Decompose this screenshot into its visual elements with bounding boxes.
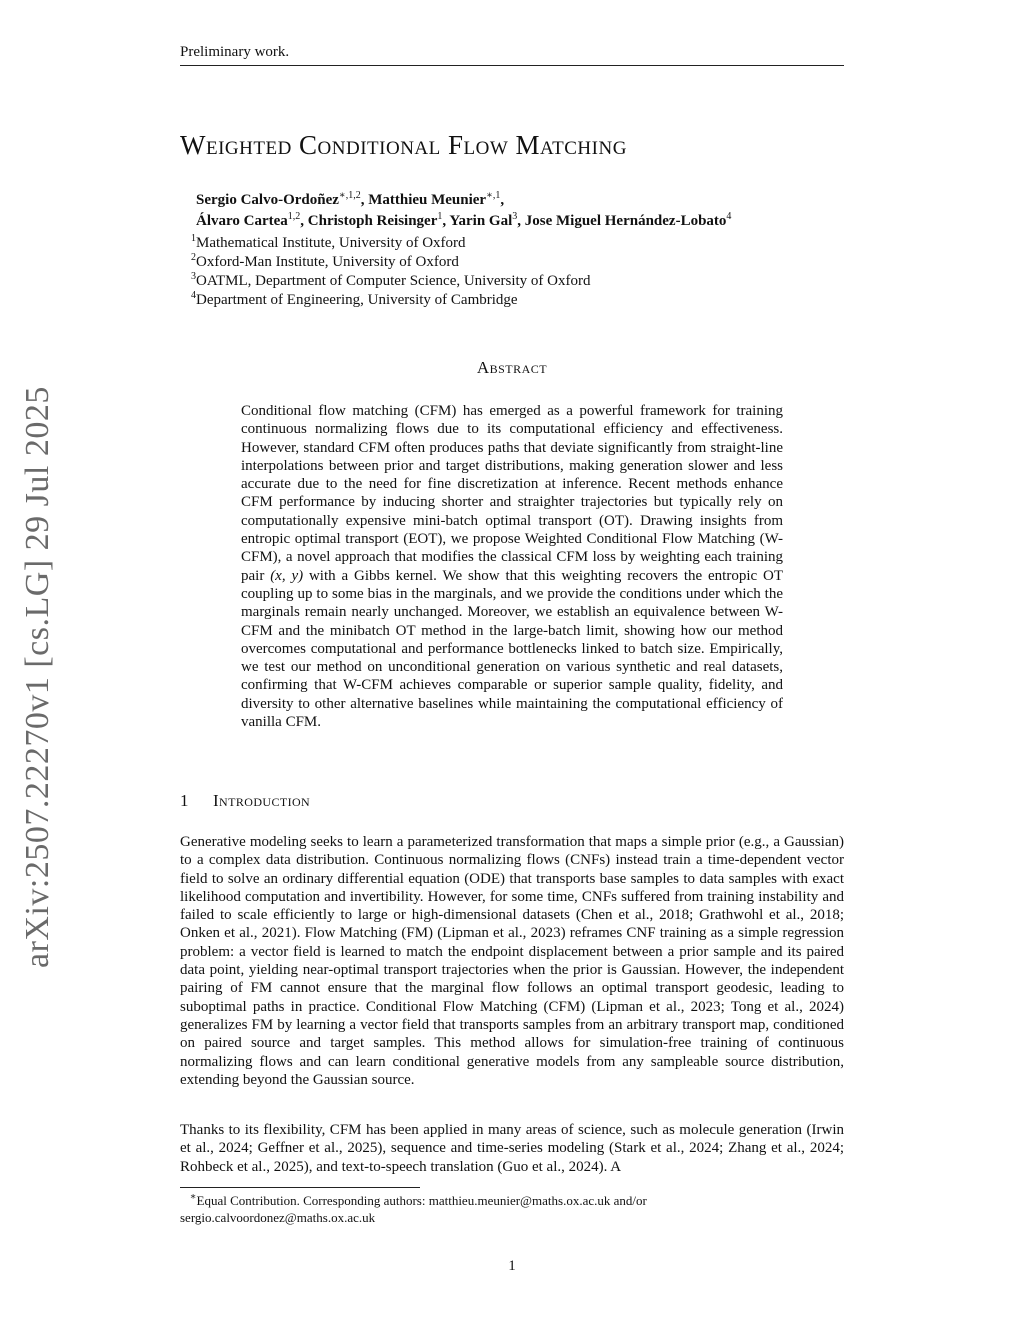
author-mark: 4	[726, 211, 732, 222]
header-note: Preliminary work.	[180, 44, 290, 60]
footnote-line-2: sergio.calvoordonez@maths.ox.ac.uk	[180, 1210, 376, 1225]
section-heading	[180, 791, 310, 811]
author-name: Yarin Gal	[449, 213, 513, 229]
author-mark: 1,2	[287, 211, 301, 222]
affiliation-number: 4	[191, 290, 196, 301]
header-rule	[180, 65, 844, 66]
author-name: Christoph Reisinger	[307, 213, 438, 229]
author-name: Jose Miguel Hernández-Lobato	[524, 213, 727, 229]
inline-math: (x, y)	[270, 567, 304, 584]
affiliation-text: Mathematical Institute, University of Oxford	[196, 235, 466, 251]
author-name: Sergio Calvo-Ordoñez	[196, 192, 339, 208]
abstract-text-part: with a Gibbs kernel. We show that this weighting recovers the entropic OT coupling up to some bias in the marginals, and we provide the conditions under which the marginals remain nearly unchanged. Moreover, we establish an equivalence between W-CFM and the minibatch OT method in the large-batch limit, showing how our method overcomes computational and performance bottlenecks linked to batch size. Empirically, we test our method on unconditional generation on various synthetic and real datasets, confirming that W-CFM achieves comparable or superior sample quality, fidelity, and diversity to other alternative baselines while maintaining the computational efficiency of vanilla CFM.	[241, 567, 784, 731]
author-line-2	[196, 211, 876, 232]
abstract-heading: Abstract	[476, 358, 548, 377]
affiliation	[191, 253, 871, 272]
arxiv-identifier: arXiv:2507.22270v1 [cs.LG] 29 Jul 2025	[19, 386, 56, 968]
affiliation	[191, 272, 871, 291]
author-name: Álvaro Cartea	[196, 213, 288, 229]
footnote-rule	[180, 1187, 420, 1188]
author-line-1	[196, 190, 876, 211]
author-name: Matthieu Meunier	[368, 192, 487, 208]
affiliation-text: Department of Engineering, University of Cambridge	[196, 292, 518, 308]
author-mark: 1	[437, 211, 443, 222]
affiliation	[191, 291, 871, 310]
affiliation-number: 3	[191, 271, 196, 282]
affiliation-number: 2	[191, 252, 196, 263]
affiliation-text: Oxford-Man Institute, University of Oxford	[196, 254, 459, 270]
abstract-text-part: Conditional flow matching (CFM) has emerged as a powerful framework for training continuous normalizing flows due to its computational efficiency and effectiveness. However, standard CFM often produces paths that deviate significantly from straight-line interpolations between prior and target distributions, making generation slower and less accurate due to the need for fine discretization at inference. Recent methods enhance CFM performance by inducing shorter and straighter trajectories but typically rely on computationally expensive mini-batch optimal transport (OT). Drawing insights from entropic optimal transport (EOT), we propose Weighted Conditional Flow Matching (W-CFM), a novel approach that modifies the classical CFM loss by weighting each training pair	[241, 403, 783, 584]
affiliation	[191, 234, 871, 253]
author-mark: 3	[512, 211, 518, 222]
author-separator: ,	[360, 192, 369, 208]
author-list	[196, 190, 876, 232]
author-mark: ∗,1	[486, 190, 501, 201]
affiliation-text: OATML, Department of Computer Science, University of Oxford	[196, 273, 591, 289]
intro-paragraph-2: Thanks to its flexibility, CFM has been applied in many areas of science, such as molecule generation (Irwin et al., 2024; Geffner et al., 2025), sequence and time-series modeling (Stark et al., 2024; Zhang et al., 2024; Rohbeck et al., 2025), and text-to-speech translation (Guo et al., 2024). A	[180, 1122, 844, 1175]
author-separator: ,	[442, 213, 450, 229]
section-title: Introduction	[213, 791, 311, 810]
affiliation-list	[191, 234, 871, 310]
author-mark: ∗,1,2	[338, 190, 361, 201]
intro-paragraph-1: Generative modeling seeks to learn a parameterized transformation that maps a simple prior (e.g., a Gaussian) to a complex data distribution. Continuous normalizing flows (CNFs) instead train a time-dependent vector field to solve an ordinary differential equation (ODE) that transports base samples to data samples with exact likelihood computation and invertibility. However, for some time, CNFs suffered from training instability and failed to scale efficiently to large or high-dimensional datasets (Chen et al., 2018; Grathwohl et al., 2018; Onken et al., 2021). Flow Matching (FM) (Lipman et al., 2023) reframes CNF training as a simple regression problem: a vector field is learned to match the endpoint displacement between a prior sample and its paired data point, yielding near-optimal transport trajectories when the prior is Gaussian. However, the independent pairing of FM cannot ensure that the marginal flow follows an optimal transport geodesic, leading to suboptimal paths in practice. Conditional Flow Matching (CFM) (Lipman et al., 2023; Tong et al., 2024) generalizes FM by learning a vector field that transports samples from an arbitrary transport map, conditioned on paired source and target samples. This method allows for simulation-free training of continuous normalizing flows and can learn conditional generative models from any sampleable source distribution, extending beyond the Gaussian source.	[180, 834, 844, 1088]
section-number: 1	[180, 791, 189, 810]
footnote-line-1	[180, 1192, 844, 1209]
footnote-mark: ∗	[189, 1191, 197, 1203]
author-separator: ,	[500, 192, 505, 208]
footnote-text: Equal Contribution. Corresponding authors: matthieu.meunier@maths.ox.ac.uk and/or	[196, 1193, 647, 1208]
author-separator: ,	[517, 213, 525, 229]
footnote	[180, 1192, 844, 1226]
affiliation-number: 1	[191, 233, 196, 244]
paper-title: Weighted Conditional Flow Matching	[180, 130, 627, 160]
abstract-text	[241, 402, 783, 731]
page-number: 1	[508, 1258, 516, 1274]
author-separator: ,	[300, 213, 308, 229]
